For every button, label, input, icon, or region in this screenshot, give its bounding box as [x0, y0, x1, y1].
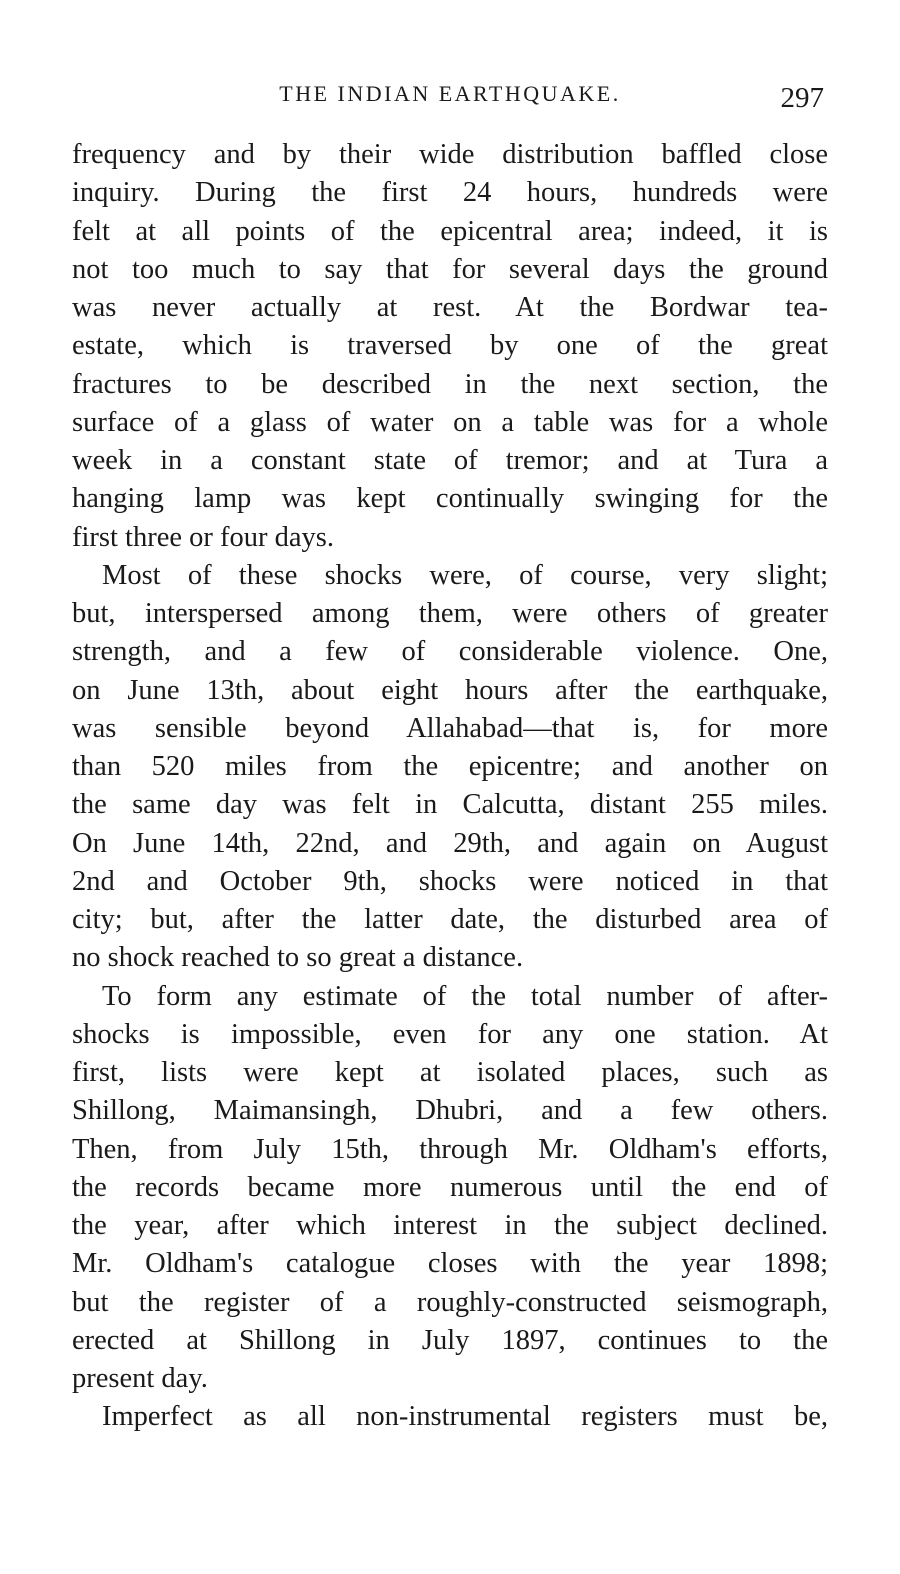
text-line: the same day was felt in Calcutta, distant 255 miles.	[72, 789, 828, 821]
paragraph-3	[72, 978, 828, 1399]
text-line: present day.	[72, 1363, 208, 1394]
text-line: no shock reached to so great a distance.	[72, 942, 524, 974]
text-line: inquiry. During the first 24 hours, hundreds were	[72, 177, 828, 209]
text-line: city; but, after the latter date, the disturbed area of	[72, 904, 828, 935]
text-line: on June 13th, about eight hours after the earthquake,	[72, 674, 828, 706]
text-line: 2nd and October 9th, shocks were noticed in that	[72, 865, 828, 897]
text-line: Then, from July 15th, through Mr. Oldham's efforts,	[72, 1133, 828, 1165]
text-line: first three or four days.	[72, 521, 334, 553]
text-line: the records became more numerous until the end of	[72, 1171, 828, 1203]
text-line: hanging lamp was kept continually swinging for the	[72, 483, 828, 515]
text-line: shocks is impossible, even for any one station. At	[72, 1018, 828, 1050]
text-line: felt at all points of the epicentral area; indeed, it is	[72, 215, 828, 247]
text-line: was sensible beyond Allahabad—that is, for more	[72, 712, 828, 744]
text-line: week in a constant state of tremor; and at Tura a	[72, 445, 828, 476]
text-line: first, lists were kept at isolated places, such as	[72, 1057, 828, 1088]
text-line: erected at Shillong in July 1897, continues to the	[72, 1324, 828, 1356]
text-line: frequency and by their wide distribution baffled close	[72, 139, 828, 170]
text-line: Imperfect as all non-instrumental registers must be,	[102, 1401, 828, 1433]
text-line: Mr. Oldham's catalogue closes with the year 1898;	[72, 1248, 828, 1280]
text-line: but, interspersed among them, were others of greater	[72, 598, 828, 629]
text-line: strength, and a few of considerable violence. One,	[72, 636, 828, 668]
text-line: Most of these shocks were, of course, very slight;	[102, 559, 828, 591]
text-line: On June 14th, 22nd, and 29th, and again on August	[72, 827, 828, 859]
body-text	[72, 136, 828, 1437]
text-line: estate, which is traversed by one of the great	[72, 330, 828, 362]
paragraph-4	[72, 1398, 828, 1436]
running-head	[72, 74, 828, 114]
text-line: fractures to be described in the next section, the	[72, 368, 828, 400]
paragraph-1	[72, 136, 828, 557]
text-line: To form any estimate of the total number of after-	[102, 980, 828, 1012]
text-line: than 520 miles from the epicentre; and another on	[72, 751, 828, 782]
text-line: surface of a glass of water on a table was for a whole	[72, 406, 828, 438]
text-line: Shillong, Maimansingh, Dhubri, and a few others.	[72, 1095, 828, 1127]
text-line: was never actually at rest. At the Bordwar tea-	[72, 292, 828, 323]
running-title: THE INDIAN EARTHQUAKE.	[279, 81, 621, 106]
paragraph-2	[72, 557, 828, 978]
text-line: but the register of a roughly-constructed seismograph,	[72, 1286, 828, 1318]
page-number: 297	[780, 82, 824, 114]
text-line: the year, after which interest in the subject declined.	[72, 1210, 828, 1241]
text-line: not too much to say that for several days the ground	[72, 253, 828, 285]
